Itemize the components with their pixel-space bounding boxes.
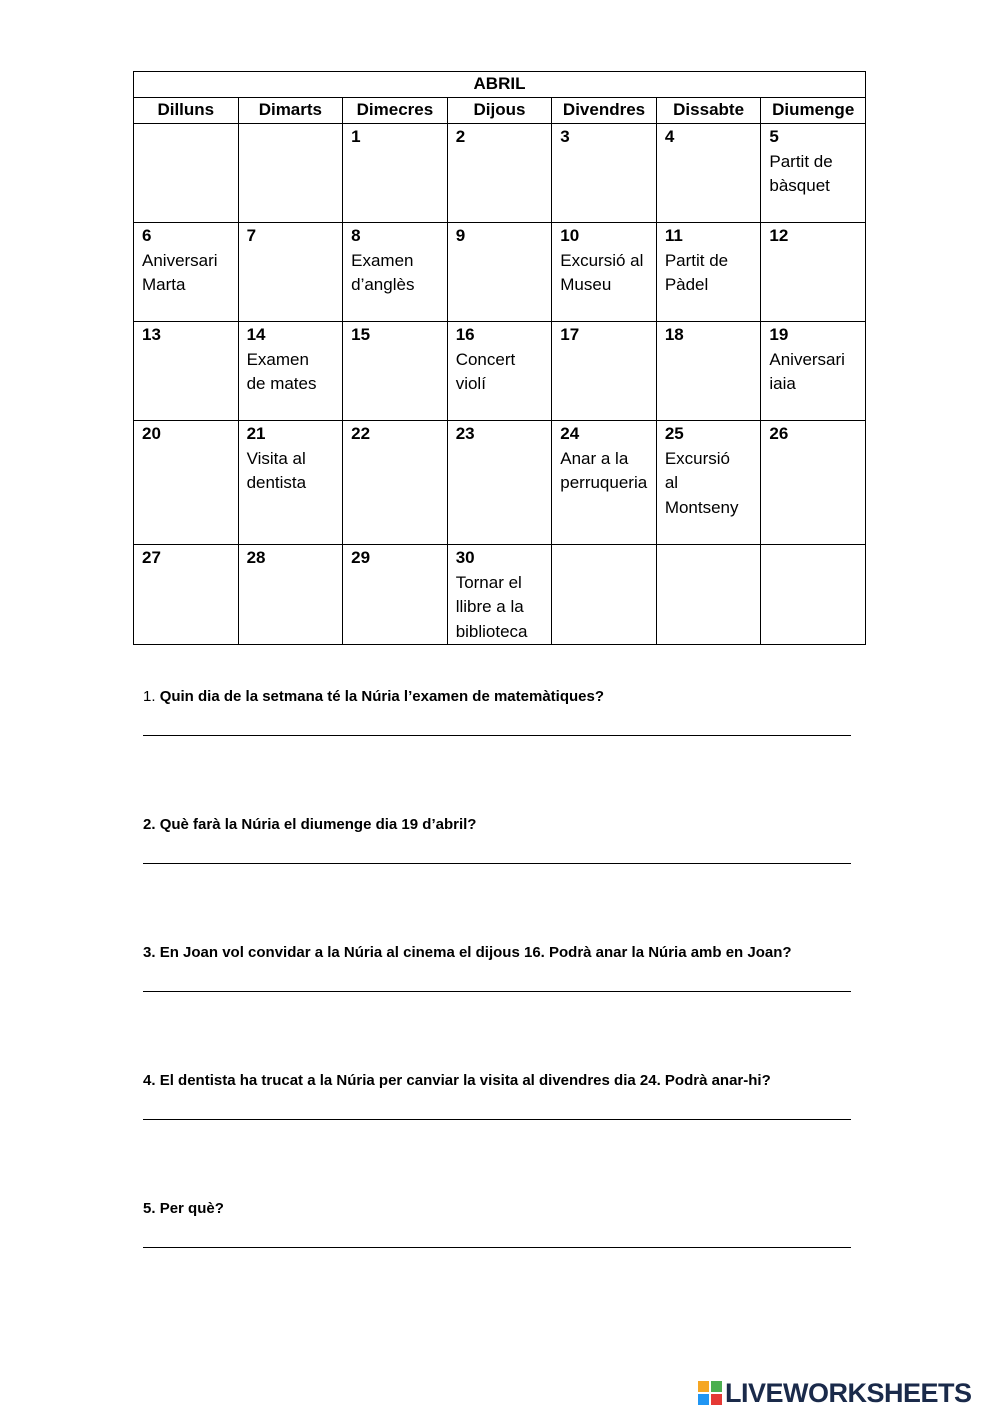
- day-number: 13: [142, 325, 161, 344]
- question-text: En Joan vol convidar a la Núria al cinema el dijous 16. Podrà anar la Núria amb en Joan?: [159, 944, 792, 961]
- calendar-day-cell: [656, 545, 761, 645]
- question-text: El dentista ha trucat a la Núria per canviar la visita al divendres dia 24. Podrà anar-hi?: [159, 1072, 771, 1089]
- day-number: 12: [769, 226, 789, 245]
- day-number: 30: [455, 548, 475, 567]
- calendar-day-cell: [238, 421, 343, 545]
- day-header-diumenge: Diumenge: [761, 98, 866, 124]
- day-event: Tornar el llibre a la biblioteca: [455, 572, 528, 641]
- calendar-day-cell: [656, 322, 761, 421]
- day-number: 3: [560, 127, 570, 146]
- calendar-day-cell: [343, 124, 448, 223]
- calendar-day-cell: [447, 421, 552, 545]
- calendar-day-cell: [343, 421, 448, 545]
- question-3: [143, 944, 853, 961]
- day-number: [769, 545, 857, 546]
- calendar-day-cell: [552, 223, 657, 322]
- calendar-day-cell: [447, 223, 552, 322]
- calendar-day-cell: [134, 322, 239, 421]
- calendar-day-cell: [552, 322, 657, 421]
- day-number: [142, 124, 230, 125]
- day-number: 14: [246, 325, 266, 344]
- calendar-day-cell: [134, 223, 239, 322]
- day-number: 22: [351, 424, 371, 443]
- calendar-week-row: [134, 322, 866, 421]
- day-event: Partit de Pàdel: [664, 250, 729, 294]
- day-number: 23: [455, 424, 475, 443]
- calendar-day-cell: [656, 421, 761, 545]
- day-number: 2: [455, 127, 466, 146]
- day-number: 28: [246, 548, 266, 567]
- question-number: 4.: [143, 1072, 156, 1089]
- logo-text: LIVEWORKSHEETS: [725, 1377, 972, 1408]
- day-number: 10: [560, 226, 580, 245]
- question-text: Quin dia de la setmana té la Núria l’examen de matemàtiques?: [159, 688, 605, 705]
- question-number: 3.: [143, 944, 156, 961]
- day-header-divendres: Divendres: [552, 98, 657, 124]
- question-4: [143, 1072, 853, 1089]
- answer-line-5[interactable]: [143, 1247, 851, 1248]
- calendar-day-cell: [343, 322, 448, 421]
- calendar-day-cell: [134, 124, 239, 223]
- day-number: 25: [664, 424, 684, 443]
- calendar-week-row: [134, 223, 866, 322]
- day-header-dijous: Dijous: [447, 98, 552, 124]
- calendar-day-cell: [238, 545, 343, 645]
- question-number: 5.: [143, 1200, 156, 1217]
- day-event: Examen d’anglès: [351, 250, 415, 294]
- day-number: 4: [664, 127, 675, 146]
- day-event: Visita al dentista: [246, 448, 307, 492]
- day-number: 7: [246, 226, 257, 245]
- question-text: Per què?: [159, 1200, 224, 1217]
- calendar-day-cell: [134, 421, 239, 545]
- day-number: 9: [455, 226, 466, 245]
- calendar-day-cell: [761, 545, 866, 645]
- calendar-day-cell: [761, 421, 866, 545]
- day-number: 29: [351, 548, 371, 567]
- day-number: 26: [769, 424, 789, 443]
- day-event: Excursió al Montseny: [664, 448, 739, 517]
- day-number: 15: [351, 325, 371, 344]
- day-header-dissabte: Dissabte: [656, 98, 761, 124]
- day-number: [665, 545, 753, 546]
- month-title: ABRIL: [134, 72, 866, 98]
- question-number: 2.: [143, 816, 156, 833]
- day-number: 11: [664, 226, 683, 245]
- answer-line-4[interactable]: [143, 1119, 851, 1120]
- day-number: 20: [142, 424, 161, 443]
- calendar-day-cell: [761, 322, 866, 421]
- calendar-day-cell: [238, 322, 343, 421]
- day-event: Anar a la perruqueria: [560, 448, 648, 492]
- day-header-dimecres: Dimecres: [343, 98, 448, 124]
- calendar-day-cell: [656, 124, 761, 223]
- answer-line-3[interactable]: [143, 991, 851, 992]
- day-number: 18: [664, 325, 684, 344]
- day-number: 1: [351, 127, 361, 146]
- calendar-day-cell: [447, 124, 552, 223]
- day-header-dilluns: Dilluns: [134, 98, 239, 124]
- calendar-week-row: [134, 545, 866, 645]
- day-header-dimarts: Dimarts: [238, 98, 343, 124]
- calendar-day-cell: [343, 223, 448, 322]
- day-event: Partit de bàsquet: [769, 151, 833, 195]
- question-5: [143, 1200, 853, 1217]
- day-number: 6: [142, 226, 152, 245]
- day-event: Examen de mates: [246, 349, 317, 393]
- calendar-day-cell: [552, 545, 657, 645]
- question-number: 1.: [143, 688, 156, 705]
- calendar-week-row: [134, 124, 866, 223]
- day-event: Aniversari Marta: [142, 250, 218, 294]
- calendar-table: [133, 71, 866, 645]
- day-number: [247, 124, 335, 125]
- calendar-day-cell: [238, 124, 343, 223]
- day-number: 24: [560, 424, 580, 443]
- day-number: 8: [351, 226, 361, 245]
- day-number: 17: [560, 325, 580, 344]
- day-event: Aniversari iaia: [769, 349, 845, 393]
- logo-square: [711, 1381, 722, 1392]
- logo-square: [711, 1394, 722, 1405]
- calendar-day-cell: [238, 223, 343, 322]
- day-event: Concert violí: [455, 349, 516, 393]
- calendar-day-cell: [447, 545, 552, 645]
- logo-squares-icon: [698, 1381, 722, 1405]
- calendar-day-cell: [761, 124, 866, 223]
- calendar-day-cell: [656, 223, 761, 322]
- calendar-day-cell: [343, 545, 448, 645]
- question-2: [143, 816, 853, 833]
- day-number: 21: [246, 424, 266, 443]
- answer-line-2[interactable]: [143, 863, 851, 864]
- day-number: 27: [142, 548, 161, 567]
- calendar-week-row: [134, 421, 866, 545]
- day-number: 5: [769, 127, 779, 146]
- liveworksheets-logo[interactable]: [698, 1378, 972, 1408]
- day-number: [560, 545, 648, 546]
- calendar-day-cell: [134, 545, 239, 645]
- calendar-day-cell: [761, 223, 866, 322]
- day-number: 16: [455, 325, 475, 344]
- day-event: Excursió al Museu: [560, 250, 644, 294]
- answer-line-1[interactable]: [143, 735, 851, 736]
- logo-square: [698, 1394, 709, 1405]
- calendar-day-cell: [447, 322, 552, 421]
- question-text: Què farà la Núria el diumenge dia 19 d’abril?: [159, 816, 477, 833]
- calendar-day-cell: [552, 124, 657, 223]
- day-number: 19: [769, 325, 789, 344]
- calendar-day-cell: [552, 421, 657, 545]
- logo-square: [698, 1381, 709, 1392]
- question-1: [143, 688, 853, 705]
